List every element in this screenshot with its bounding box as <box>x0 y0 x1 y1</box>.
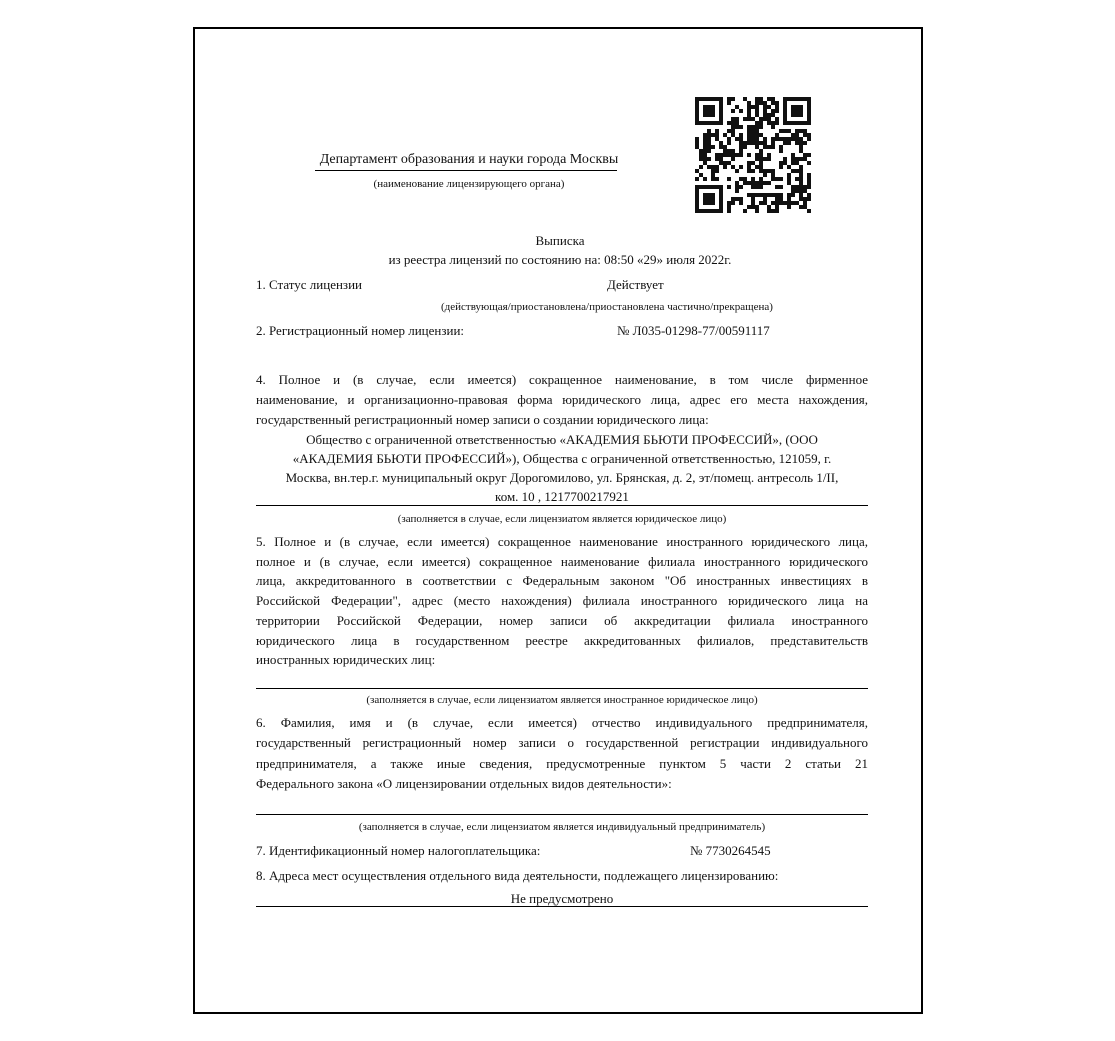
section-5-line: иностранных юридических лиц: <box>256 652 436 668</box>
section-6-line: государственный регистрационный номер записи о государственной регистрации индивидуального <box>256 735 868 751</box>
inn-value: № 7730264545 <box>690 843 771 858</box>
section-5-line: территории Российской Федерации, номер записи об аккредитации филиала иностранного <box>256 612 868 628</box>
status-label: 1. Статус лицензии <box>256 277 362 292</box>
section-6-line: предпринимателя, а также иные сведения, предусмотренные пунктом 5 части 2 статьи 21 <box>256 755 868 771</box>
section-8-value: Не предусмотрено <box>510 891 614 906</box>
section-5-underline <box>256 688 868 689</box>
section-5-heading <box>256 532 868 670</box>
section-4-value-line: «АКАДЕМИЯ БЬЮТИ ПРОФЕССИЙ»), Общества с ограниченной ответственностью, 121059, г. <box>292 451 832 466</box>
authority-underline <box>315 170 617 171</box>
section-4-line: 4. Полное и (в случае, если имеется) сокращенное наименование, в том числе фирменное <box>256 372 868 387</box>
section-4-caption: (заполняется в случае, если лицензиатом является юридическое лицо) <box>397 513 727 525</box>
section-5-line: лица, аккредитованного в соответствии с Федеральным законом "Об иностранных инвестициях в <box>256 573 868 589</box>
status-caption: (действующая/приостановлена/приостановлена частично/прекращена) <box>441 301 773 313</box>
reg-number-value: № Л035-01298-77/00591117 <box>617 323 770 338</box>
document-subtitle: из реестра лицензий по состоянию на: 08:50 «29» июля 2022г. <box>388 252 732 267</box>
authority-name: Департамент образования и науки города Москвы <box>319 152 619 167</box>
section-5-line: полное и (в случае, если имеется) сокращенное наименование филиала иностранного юридического <box>256 553 868 569</box>
section-5-line: юридического лица в государственном реестре аккредитованных филиалов, представительств <box>256 632 868 648</box>
section-4-value-line: ком. 10 , 1217700217921 <box>495 489 629 504</box>
license-extract-page <box>193 27 923 1014</box>
section-5-line: 5. Полное и (в случае, если имеется) сокращенное наименование иностранного юридического лица, <box>256 534 868 549</box>
section-4-value-line: Общество с ограниченной ответственностью «АКАДЕМИЯ БЬЮТИ ПРОФЕССИЙ», (ООО <box>306 432 818 447</box>
section-4-value-line: Москва, вн.тер.г. муниципальный округ Дорогомилово, ул. Брянская, д. 2, эт/помещ. антресоль 1/II, <box>285 470 839 485</box>
section-6-caption: (заполняется в случае, если лицензиатом является индивидуальный предприниматель) <box>358 821 766 833</box>
document-title: Выписка <box>535 233 585 248</box>
section-4-heading <box>256 370 868 430</box>
section-5-caption: (заполняется в случае, если лицензиатом является иностранное юридическое лицо) <box>366 694 758 706</box>
section-6-line: 6. Фамилия, имя и (в случае, если имеется) отчество индивидуального предпринимателя, <box>256 715 868 730</box>
qr-code <box>695 97 811 213</box>
section-4-line: наименование, и организационно-правовая форма юридического лица, адрес его места нахождения, <box>256 392 868 407</box>
section-5-line: Российской Федерации", адрес (место нахождения) филиала иностранного юридического лица на <box>256 593 868 609</box>
status-value: Действует <box>607 277 664 292</box>
authority-caption: (наименование лицензирующего органа) <box>373 178 565 190</box>
section-8-label: 8. Адреса мест осуществления отдельного вида деятельности, подлежащего лицензированию: <box>256 868 779 883</box>
section-6-underline <box>256 814 868 815</box>
section-6-line: Федерального закона «О лицензировании отдельных видов деятельности»: <box>256 775 672 791</box>
section-4-value <box>256 430 868 506</box>
section-4-underline <box>256 505 868 506</box>
section-6-heading <box>256 713 868 794</box>
inn-label: 7. Идентификационный номер налогоплательщика: <box>256 843 541 858</box>
reg-number-label: 2. Регистрационный номер лицензии: <box>256 323 465 338</box>
section-8-underline <box>256 906 868 907</box>
section-4-line: государственный регистрационный номер записи о создании юридического лица: <box>256 412 709 427</box>
